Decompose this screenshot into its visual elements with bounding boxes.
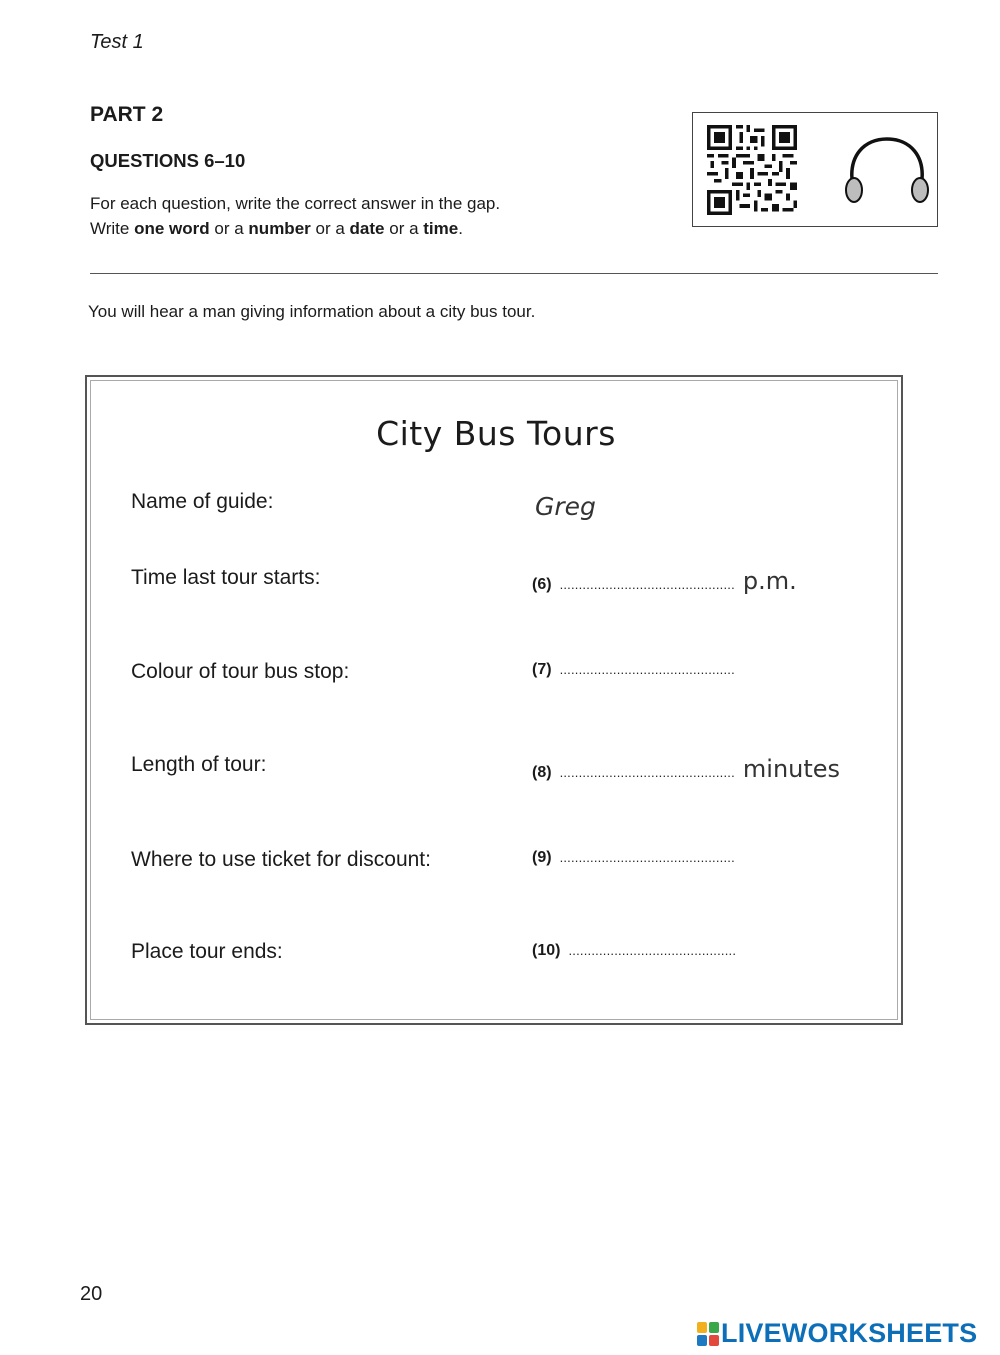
liveworksheets-icon xyxy=(697,1322,719,1346)
gap-number: (7) xyxy=(532,661,552,678)
instruction-line-1: For each question, write the correct answer in the gap. xyxy=(90,194,501,213)
gap-unit: minutes xyxy=(742,755,841,783)
label-time-last-tour: Time last tour starts: xyxy=(131,566,321,589)
gap-8-input[interactable]: .............................................. xyxy=(559,765,735,780)
qr-code-icon[interactable] xyxy=(707,125,797,215)
gap-number: (8) xyxy=(532,764,552,781)
gap-7-input[interactable]: .............................................. xyxy=(559,662,735,677)
instructions xyxy=(90,191,500,241)
gap-10-input[interactable]: ............................................ xyxy=(568,943,737,958)
gap-9-input[interactable]: .............................................. xyxy=(559,850,735,865)
instruction-period: . xyxy=(458,219,463,238)
gap-8[interactable] xyxy=(532,755,840,783)
intro-text: You will hear a man giving information about a city bus tour. xyxy=(88,302,536,321)
instruction-or-a: or a xyxy=(214,219,244,238)
audio-box xyxy=(692,112,938,227)
gap-7[interactable] xyxy=(532,661,735,679)
part-title: PART 2 xyxy=(90,103,164,126)
label-ticket-discount: Where to use ticket for discount: xyxy=(131,848,431,871)
label-colour-bus-stop: Colour of tour bus stop: xyxy=(131,660,350,683)
label-length-of-tour: Length of tour: xyxy=(131,753,267,776)
questions-title: QUESTIONS 6–10 xyxy=(90,150,246,171)
instruction-number: number xyxy=(248,219,311,238)
gap-10[interactable] xyxy=(532,942,736,960)
brand-name: LIVEWORKSHEETS xyxy=(721,1318,978,1348)
headphones-icon[interactable] xyxy=(843,135,931,207)
instruction-one-word: one word xyxy=(134,219,210,238)
label-place-tour-ends: Place tour ends: xyxy=(131,940,283,963)
divider xyxy=(90,273,938,274)
instruction-date: date xyxy=(349,219,385,238)
instruction-or-a: or a xyxy=(315,219,345,238)
instruction-line-2 xyxy=(90,216,500,241)
liveworksheets-logo[interactable] xyxy=(697,1318,977,1349)
example-answer: Greg xyxy=(535,492,596,521)
label-name-of-guide: Name of guide: xyxy=(131,490,274,513)
form-box xyxy=(85,375,903,1025)
gap-6-input[interactable]: .............................................. xyxy=(559,577,735,592)
page-number: 20 xyxy=(80,1283,103,1305)
gap-6[interactable] xyxy=(532,567,797,595)
gap-number: (9) xyxy=(532,849,552,866)
form-title: City Bus Tours xyxy=(376,414,616,453)
instruction-or-a: or a xyxy=(389,219,419,238)
instruction-write: Write xyxy=(90,219,130,238)
gap-9[interactable] xyxy=(532,849,735,867)
test-label: Test 1 xyxy=(90,31,144,53)
gap-number: (10) xyxy=(532,942,561,959)
instruction-time: time xyxy=(423,219,459,238)
gap-number: (6) xyxy=(532,576,552,593)
gap-unit: p.m. xyxy=(742,567,797,595)
